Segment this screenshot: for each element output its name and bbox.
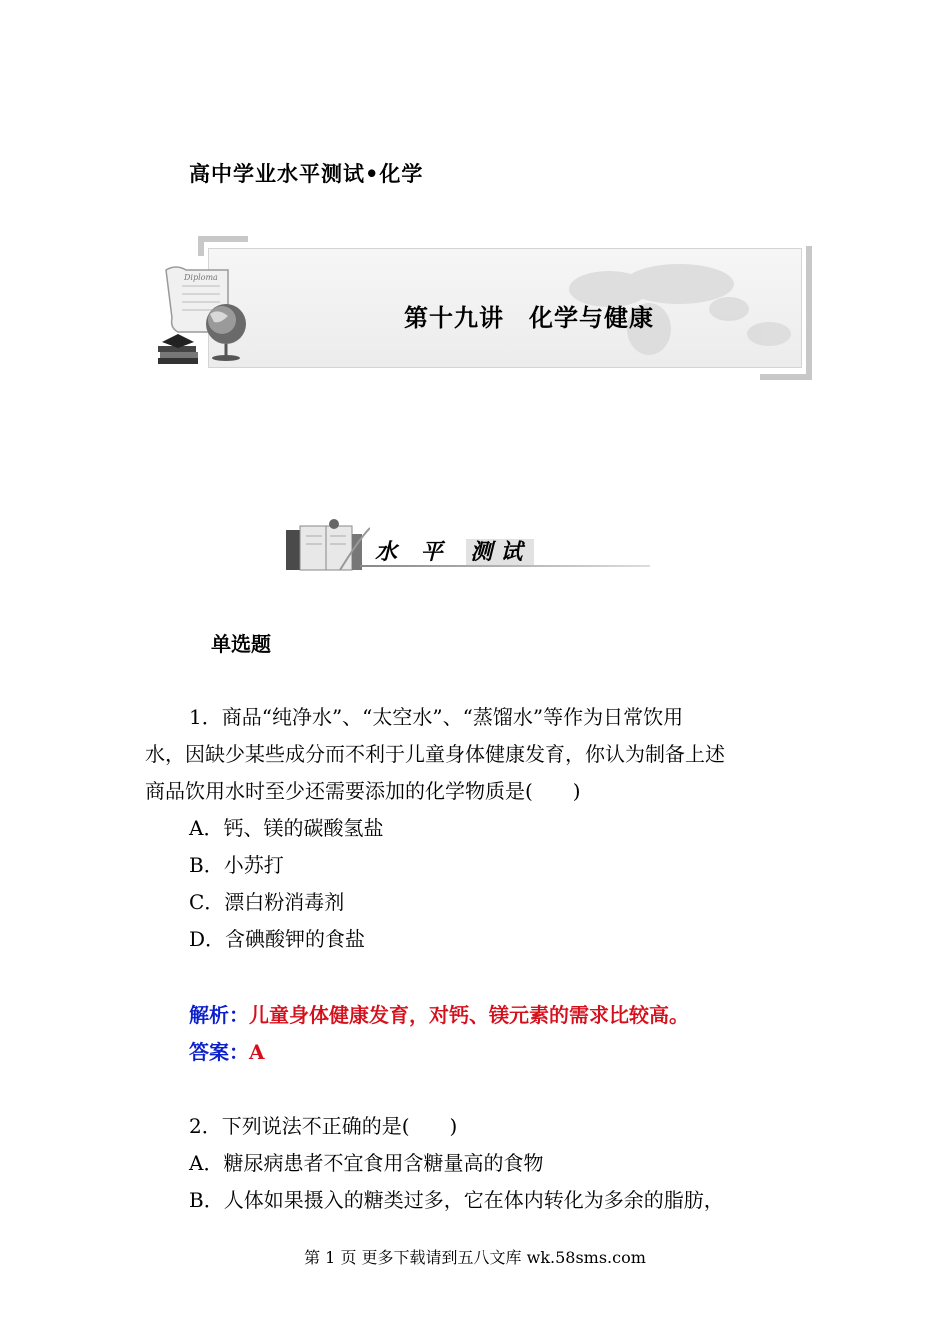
diploma-text: Diploma xyxy=(184,273,218,282)
section-heading: 单选题 xyxy=(211,632,271,656)
q1-analysis-label: 解析： xyxy=(189,1003,249,1027)
q1-analysis xyxy=(189,997,689,1034)
q1-analysis-text: 儿童身体健康发育，对钙、镁元素的需求比较高。 xyxy=(249,1003,689,1027)
q1-option-a: A．钙、镁的碳酸氢盐 xyxy=(189,816,384,840)
section-label xyxy=(375,535,534,566)
q2-option-b: B．人体如果摄入的糖类过多，它在体内转化为多余的脂肪， xyxy=(189,1188,724,1212)
q1-stem-line-2: 水，因缺少某些成分而不利于儿童身体健康发育，你认为制备上述 xyxy=(145,742,725,766)
section-label-part-b: 测试 xyxy=(466,539,534,565)
q1-stem-line-3: 商品饮用水时至少还需要添加的化学物质是( ) xyxy=(145,779,581,803)
q1-option-d: D．含碘酸钾的食盐 xyxy=(189,927,366,951)
banner-frame xyxy=(198,236,248,242)
q2-option-a: A．糖尿病患者不宜食用含糖量高的食物 xyxy=(189,1151,544,1175)
page-header-title: 高中学业水平测试•化学 xyxy=(189,161,424,186)
section-label-part-a: 水 平 xyxy=(375,539,467,565)
q1-option-b: B．小苏打 xyxy=(189,853,284,877)
q1-answer-value: A xyxy=(249,1040,265,1064)
q1-option-c: C．漂白粉消毒剂 xyxy=(189,890,345,914)
banner-frame xyxy=(806,246,812,380)
chapter-title: 第十九讲 化学与健康 xyxy=(404,303,654,332)
books-icon xyxy=(280,518,370,574)
q2-stem: 2．下列说法不正确的是( ) xyxy=(189,1114,458,1138)
q1-answer xyxy=(189,1034,265,1071)
banner-frame xyxy=(760,374,812,380)
page-footer: 第 1 页 更多下载请到五八文库 wk.58sms.com xyxy=(304,1248,646,1267)
diploma-globe-icon xyxy=(148,262,258,372)
section-divider xyxy=(360,565,650,567)
banner-frame xyxy=(198,236,204,256)
q1-answer-label: 答案： xyxy=(189,1040,249,1064)
q1-stem-line-1: 1．商品“纯净水”、“太空水”、“蒸馏水”等作为日常饮用 xyxy=(189,705,684,729)
